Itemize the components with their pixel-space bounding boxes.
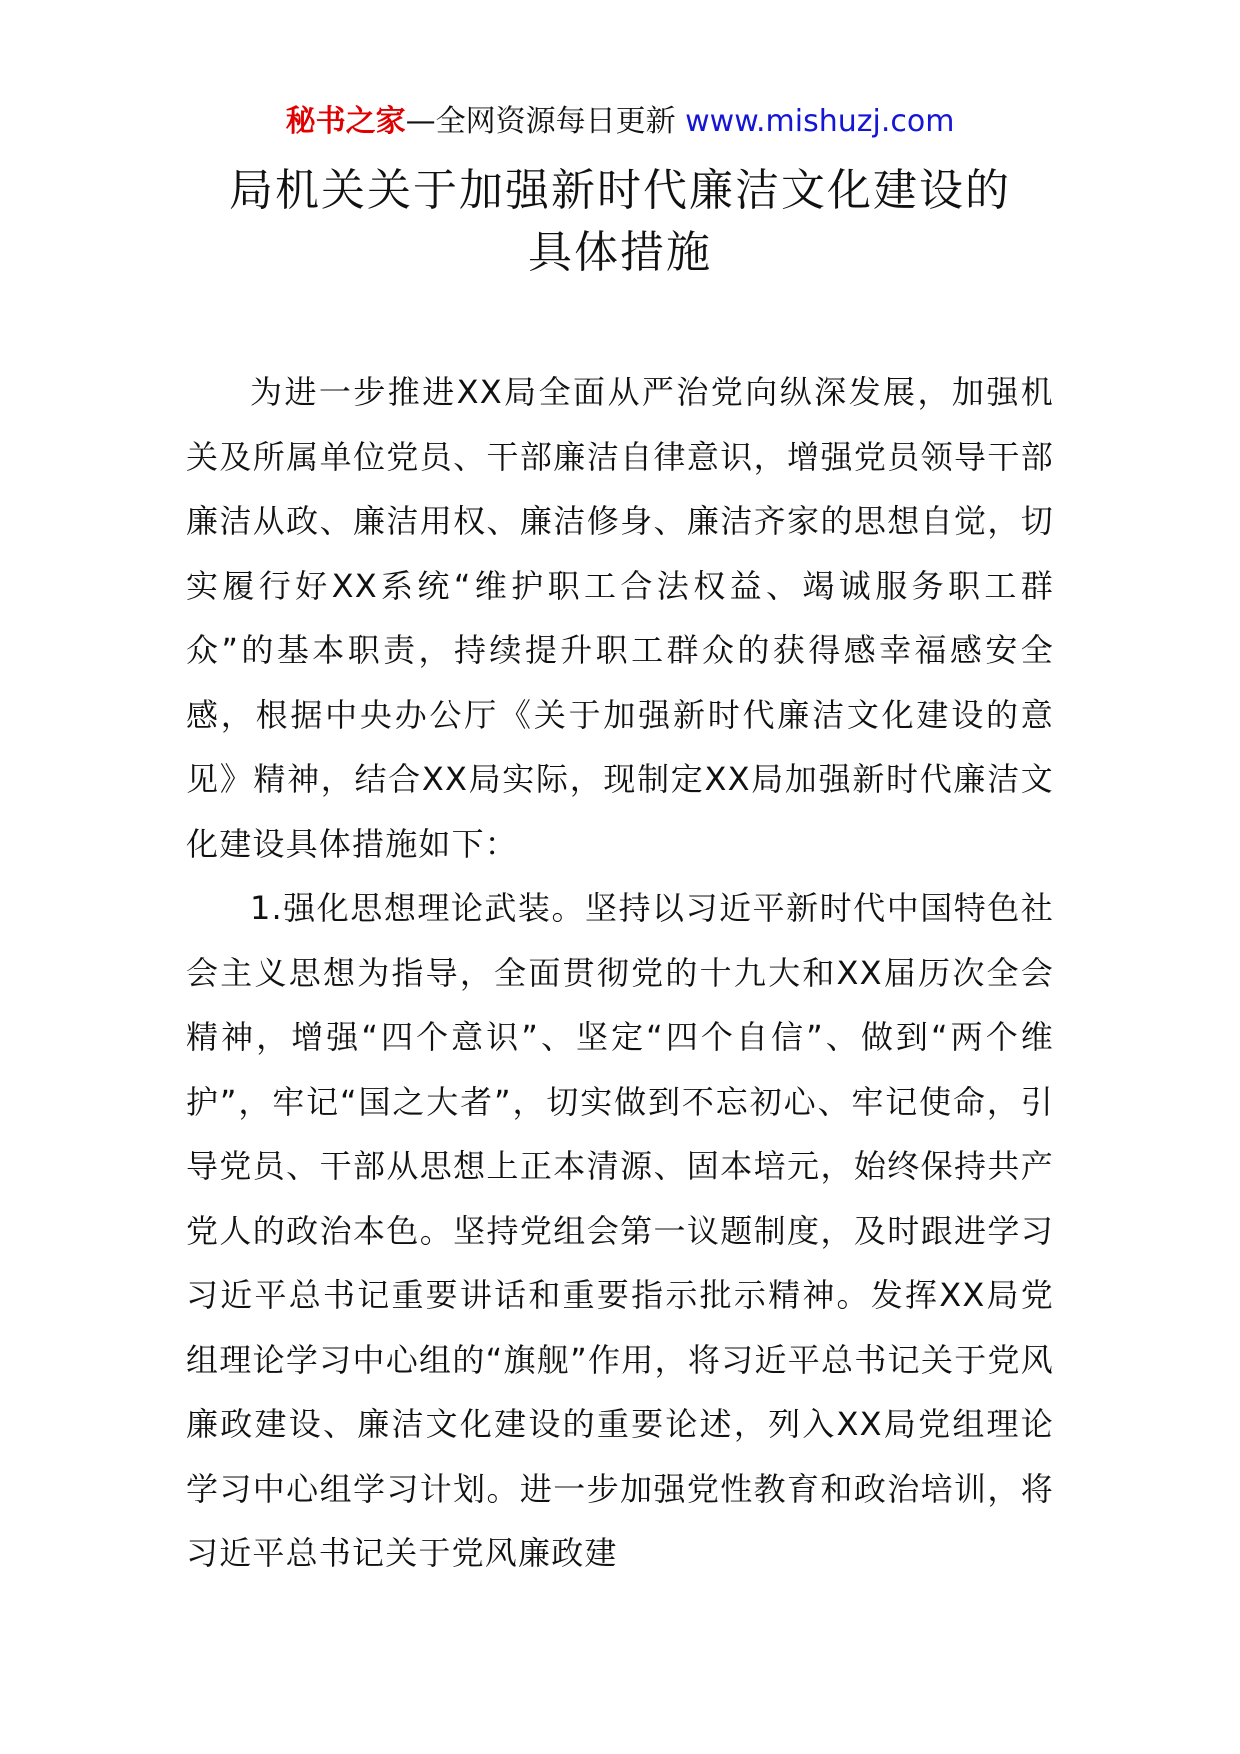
site-header (0, 100, 1240, 144)
intro-paragraph: 为进一步推进XX局全面从严治党向纵深发展，加强机关及所属单位党员、干部廉洁自律意识，增强党员领导干部廉洁从政、廉洁用权、廉洁修身、廉洁齐家的思想自觉，切实履行好XX系统“维护职工合法权益、竭诚服务职工群众”的基本职责，持续提升职工群众的获得感幸福感安全感，根据中央办公厅《关于加强新时代廉洁文化建设的意见》精神，结合XX局实际，现制定XX局加强新时代廉洁文化建设具体措施如下： (186, 373, 1054, 863)
site-url-link[interactable]: www.mishuzj.com (685, 104, 955, 139)
measure-1-paragraph: 1.强化思想理论武装。坚持以习近平新时代中国特色社会主义思想为指导，全面贯彻党的十九大和XX届历次全会精神，增强“四个意识”、坚定“四个自信”、做到“两个维护”，牢记“国之大者”，切实做到不忘初心、牢记使命，引导党员、干部从思想上正本清源、固本培元，始终保持共产党人的政治本色。坚持党组会第一议题制度，及时跟进学习习近平总书记重要讲话和重要指示批示精神。发挥XX局党组理论学习中心组的“旗舰”作用，将习近平总书记关于党风廉政建设、廉洁文化建设的重要论述，列入XX局党组理论学习中心组学习计划。进一步加强党性教育和政治培训，将习近平总书记关于党风廉政建 (186, 889, 1054, 1572)
brand-name: 秘书之家 (285, 104, 406, 139)
header-slogan: —全网资源每日更新 (405, 104, 686, 139)
document-body (186, 360, 1054, 1586)
title-line-2: 具体措施 (528, 227, 712, 278)
document-title (0, 160, 1240, 284)
title-line-1: 局机关关于加强新时代廉洁文化建设的 (229, 165, 1011, 216)
